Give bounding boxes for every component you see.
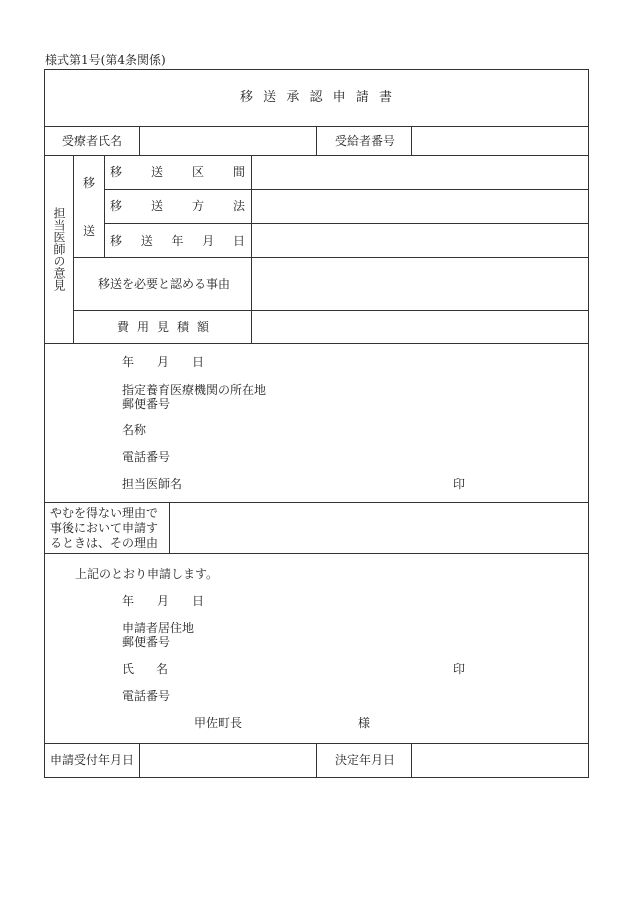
decision-date-label: 決定年月日 xyxy=(335,753,396,767)
doctor-name-label: 担当医師名 xyxy=(122,477,183,491)
institution-name-label: 名称 xyxy=(122,423,147,437)
transport-date-field[interactable] xyxy=(252,224,588,257)
divider xyxy=(73,155,74,343)
cost-field[interactable] xyxy=(252,311,588,343)
divider xyxy=(104,155,105,257)
method-label: 移 送 方 法 xyxy=(110,199,245,213)
divider xyxy=(316,126,317,155)
applicant-postal-label: 郵便番号 xyxy=(122,635,171,649)
divider xyxy=(316,743,317,778)
transport-date-label: 移 送 年 月 日 xyxy=(110,234,245,248)
addressee: 甲佐町長 xyxy=(194,716,243,730)
applicant-seal-mark: 印 xyxy=(453,662,466,676)
divider xyxy=(44,343,589,344)
reason-label: 移送を必要と認める事由 xyxy=(98,277,231,291)
institution-phone-label: 電話番号 xyxy=(122,450,171,464)
form-id: 様式第1号(第4条関係) xyxy=(45,53,166,67)
institution-date: 年 月 日 xyxy=(122,355,204,369)
method-field[interactable] xyxy=(252,190,588,223)
patient-name-field[interactable] xyxy=(140,127,316,155)
unavoidable-reason-field[interactable] xyxy=(170,503,588,553)
transport-label-1: 移 xyxy=(83,176,96,190)
doctor-opinion-label: 担当医師の意見 xyxy=(52,207,66,291)
receipt-date-label: 申請受付年月日 xyxy=(50,753,135,767)
divider xyxy=(44,553,589,554)
decision-date-field[interactable] xyxy=(412,744,588,777)
honorific: 様 xyxy=(358,716,371,730)
unavoidable-reason-label-line2: 事後において申請す xyxy=(50,521,159,535)
unavoidable-reason-label-line3: るときは、その理由 xyxy=(50,536,159,550)
form-title: 移 送 承 認 申 請 書 xyxy=(240,90,392,105)
reason-field[interactable] xyxy=(252,258,588,310)
transport-label-2: 送 xyxy=(83,224,96,238)
route-field[interactable] xyxy=(252,156,588,189)
applicant-name-label: 氏 名 xyxy=(122,662,168,676)
cost-label: 費 用 見 積 額 xyxy=(117,320,209,334)
patient-name-label: 受療者氏名 xyxy=(62,134,123,148)
unavoidable-reason-label-line1: やむを得ない理由で xyxy=(50,506,159,520)
recipient-number-label: 受給者番号 xyxy=(335,134,396,148)
application-statement: 上記のとおり申請します。 xyxy=(75,567,219,581)
application-date: 年 月 日 xyxy=(122,594,204,608)
applicant-phone-label: 電話番号 xyxy=(122,689,171,703)
recipient-number-field[interactable] xyxy=(412,127,588,155)
institution-address-label: 指定養育医療機関の所在地 xyxy=(122,383,267,397)
institution-postal-label: 郵便番号 xyxy=(122,397,171,411)
receipt-date-field[interactable] xyxy=(140,744,316,777)
route-label: 移 送 区 間 xyxy=(110,165,245,179)
doctor-seal-mark: 印 xyxy=(453,477,466,491)
applicant-address-label: 申請者居住地 xyxy=(122,621,195,635)
